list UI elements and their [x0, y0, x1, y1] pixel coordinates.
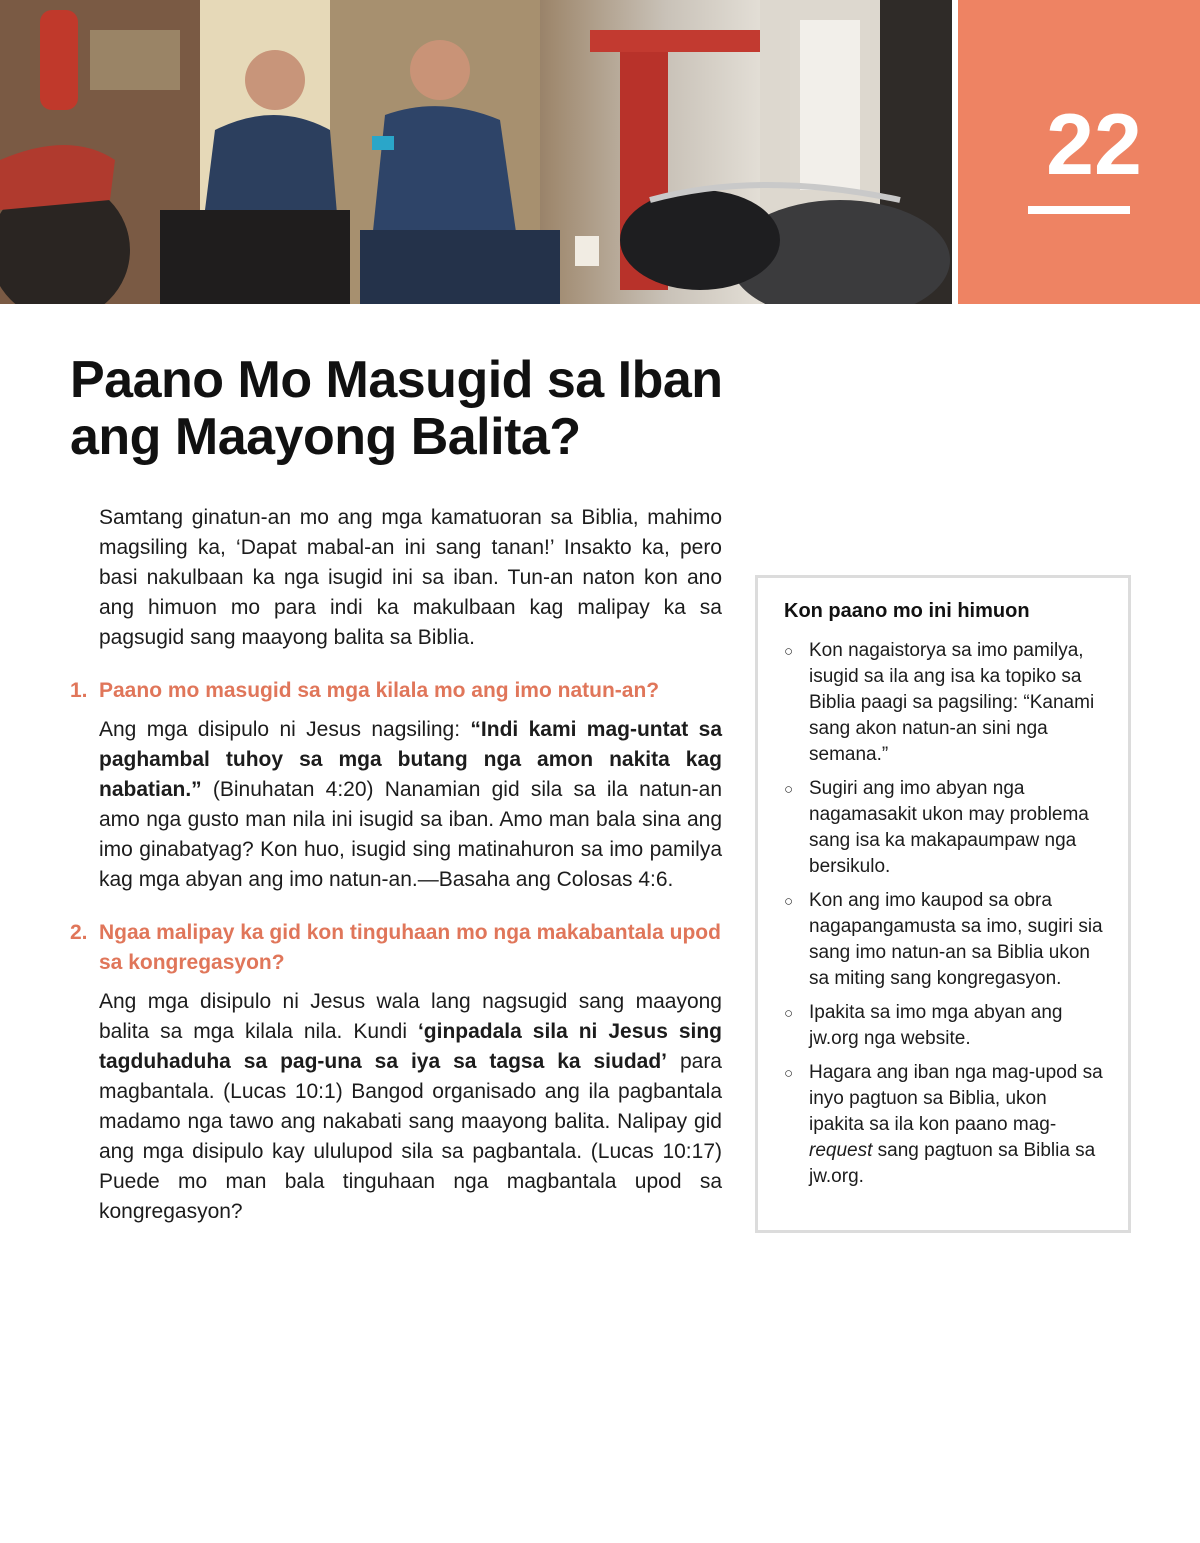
answer-2-quote: ‘ginpadala sila ni Jesus sing tagduhaduha sa pag-una sa iya sa tagsa ka siudad’ [99, 1020, 722, 1073]
tip-text: Kon nagaistorya sa imo pamilya, isugid sa ila ang isa ka topiko sa Biblia paagi sa pagsiling: “Kanami sang akon natun-an sini nga semana.” [809, 640, 1095, 765]
answer-2-text-b: para magbantala. (Lucas 10:1) Bangod organisado ang ila pagbantala madamo nga tawo ang nakabati sang maayong balita. Nalipay gid ang mga disipulo kay ululupod sila sa pagbantala. (Lucas 10:17) Puede mo man bala tinguhaan nga magbantala upod sa kongregasyon? [99, 1050, 722, 1223]
chapter-number: 22 [1046, 97, 1142, 193]
answer-1-text-b: (Binuhatan 4:20) Nanamian gid sila sa ila natun-an amo nga gusto man nila ini isugid sa iban. Amo man bala sina ang imo ginabatyag? Kon huo, isugid sing matinahuron sa imo pamilya kag mga abyan ang imo natun-an.—Basaha ang Colosas 4:6. [99, 778, 722, 891]
main-column [70, 503, 722, 1227]
tip-text-after: sang pagtuon sa Biblia sa jw.org. [809, 1140, 1096, 1187]
question-2-text: Ngaa malipay ka gid kon tinguhaan mo nga makabantala upod sa kongregasyon? [99, 921, 721, 974]
question-2-number: 2. [70, 921, 88, 944]
answer-2-text-a: Ang mga disipulo ni Jesus wala lang nagsugid sang maayong balita sa mga kilala nila. Kundi [99, 990, 722, 1043]
photo-garage-mechanics-icon [0, 0, 952, 304]
page-title-line-1: Paano Mo Masugid sa Iban [70, 351, 723, 409]
answer-1-quote: “Indi kami mag-untat sa paghambal tuhoy sa mga butang nga amon nakita kag nabatian.” [99, 718, 722, 801]
list-item [784, 776, 1104, 880]
circle-bullet-icon: ○ [784, 893, 794, 910]
answer-1-text-a: Ang mga disipulo ni Jesus nagsiling: [99, 718, 471, 741]
list-item [784, 638, 1104, 768]
sidebar-title: Kon paano mo ini himuon [784, 600, 1030, 622]
circle-bullet-icon: ○ [784, 1065, 794, 1082]
chapter-number-rule [1028, 206, 1130, 214]
circle-bullet-icon: ○ [784, 643, 794, 660]
tip-text: Kon ang imo kaupod sa obra nagapangamusta sa imo, sugiri sia sang imo natun-an sa Biblia ukon sa miting sang kongregasyon. [809, 890, 1103, 989]
tip-text: Sugiri ang imo abyan nga nagamasakit ukon may problema sang isa ka makapaumpaw nga bersikulo. [809, 778, 1089, 877]
how-to-sidebar [755, 575, 1131, 1233]
circle-bullet-icon: ○ [784, 1005, 794, 1022]
page-title-line-2: ang Maayong Balita? [70, 408, 581, 466]
question-2 [70, 918, 722, 978]
page-title [70, 352, 770, 466]
question-1-text: Paano mo masugid sa mga kilala mo ang imo natun-an? [99, 679, 660, 702]
circle-bullet-icon: ○ [784, 781, 794, 798]
question-1 [70, 676, 722, 706]
chapter-number-box [958, 0, 1200, 304]
header-photo [0, 0, 952, 304]
intro-paragraph: Samtang ginatun-an mo ang mga kamatuoran sa Biblia, mahimo magsiling ka, ‘Dapat mabal-an ini sang tanan!’ Insakto ka, pero basi nakulbaan ka nga isugid ini sa iban. Tun-an naton kon ano ang himuon mo para indi ka makulbaan kag malipay ka sa pagsugid sang maayong balita sa Biblia. [99, 506, 722, 649]
list-item [784, 1060, 1104, 1190]
tip-text-italic: request [809, 1140, 873, 1161]
answer-2-paragraph [99, 987, 722, 1227]
list-item [784, 888, 1104, 992]
question-1-number: 1. [70, 679, 88, 702]
tips-list [784, 638, 1104, 1190]
tip-text: Ipakita sa imo mga abyan ang jw.org nga website. [809, 1002, 1063, 1049]
tip-text-before: Hagara ang iban nga mag-upod sa inyo pagtuon sa Biblia, ukon ipakita sa ila kon paano mag- [809, 1062, 1103, 1135]
answer-1-paragraph [99, 715, 722, 895]
list-item [784, 1000, 1104, 1052]
